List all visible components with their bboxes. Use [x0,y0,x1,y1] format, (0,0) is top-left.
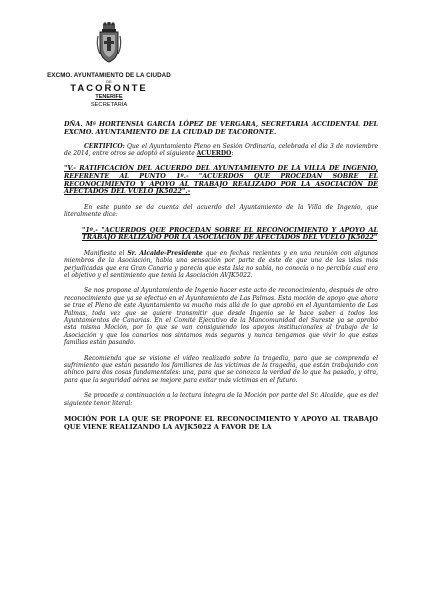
organization-header [46,72,172,108]
certifico-paragraph [64,143,378,158]
signer-paragraph: DÑA. Mª HORTENSIA GARCÍA LÓPEZ DE VERGARA, SECRETARIA ACCIDENTAL DEL EXCMO. AYUNTAMIENTO DE LA CIUDAD DE TACORONTE. [64,120,378,136]
video-paragraph: Recomienda que se visione el vídeo realizado sobre la tragedia, para que se comprenda el sufrimiento que están pasando los familiares de las víctimas de la tragedia, que están trabajando con ahínco para dos cosas fundamentales: una, para que se conozca la verdad de lo que ha pasado, y otra, para que la seguridad aérea se mejore para evitar más víctimas en el futuro. [64,354,378,384]
ratification-heading: "V.- RATIFICACIÓN DEL ACUERDO DEL AYUNTAMIENTO DE LA VILLA DE INGENIO, REFERENTE AL PUNTO 1º.- "ACUERDOS QUE PROCEDAN SOBRE EL RECONOCIMIENTO Y APOYO AL TRABAJO REALIZADO POR LA ASOCIACIÓN DE AFECTADOS DEL VUELO JK5022".- [64,164,378,196]
proposal-paragraph: Se nos propone al Ayuntamiento de Ingenio hacer este acto de reconocimiento, después de otro reconocimiento que ya se efectuó en el Ayuntamiento de Las Palmas. Esta moción de apoyo que ahora se trae el Pleno de este Ayuntamiento va mucho más allá de lo que aprobó en el Ayuntamiento de Las Palmas, toda vez que se quiere transmitir que desde Ingenio se le hace saber a todos los Ayuntamientos de Canarias. En el Comité Ejecutivo de la Mancomunidad del Sureste ya se aprobó esta misma Moción, por lo que se van consiguiendo los apoyos institucionales al trabajo de la Asociación y que los canarios nos sintamos más seguros y nunca tengamos que vivir lo que estas familias están pasando. [64,287,378,347]
mayor-paragraph-pre: Manifiesta el [84,249,128,257]
intro-paragraph: En este punto se da cuenta del acuerdo del Ayuntamiento de la Villa de Ingenio, que literalmente dice: [64,203,378,219]
org-department: SECRETARÍA [90,102,128,108]
certifico-label: CERTIFICO: [84,142,125,150]
acuerdo-colon: : [231,150,234,157]
org-name-line: EXCMO. AYUNTAMIENTO DE LA CIUDAD [47,72,171,79]
certifico-text: Que el Ayuntamiento Pleno en Sesión Ordinaria, celebrada el día 3 de noviembre de 2014, entre otros se adoptó el siguiente [64,142,378,157]
coat-of-arms-icon [96,22,122,66]
org-de-line: DE [106,79,112,84]
mayor-title: Sr. Alcalde-Presidente [127,249,203,257]
reading-paragraph: Se procede a continuación a la lectura íntegra de la Moción por parte del Sr. Alcalde, que es del siguiente tenor literal: [64,392,378,407]
document-body [64,121,378,431]
mayor-paragraph-post: que en fechas recientes y en una reunión con algunos miembros de la Asociación, había una sensación por parte de éste de que una de las islas más perjudicadas que era Gran Canaria y parecía que esta Isla no sabía, no conocía o no percibía cual era el objetivo y el sentimiento que tenía la Asociación AVJK5022. [64,249,378,279]
mayor-paragraph [64,250,378,280]
org-island-name: TENERIFE [95,94,123,100]
org-city-name: TACORONTE [70,83,148,94]
motion-heading: MOCIÓN POR LA QUE SE PROPONE EL RECONOCIMIENTO Y APOYO AL TRABAJO QUE VIENE REALIZANDO LA AVJK5022 A FAVOR DE LA [64,415,378,432]
quoted-agreement-heading: "1º.- "ACUERDOS QUE PROCEDAN SOBRE EL RECONOCIMIENTO Y APOYO AL TRABAJO REALIZADO POR LA ASOCIACIÓN DE AFECTADOS DEL VUELO JK5022" [82,225,378,242]
acuerdo-label: ACUERDO [196,150,232,157]
